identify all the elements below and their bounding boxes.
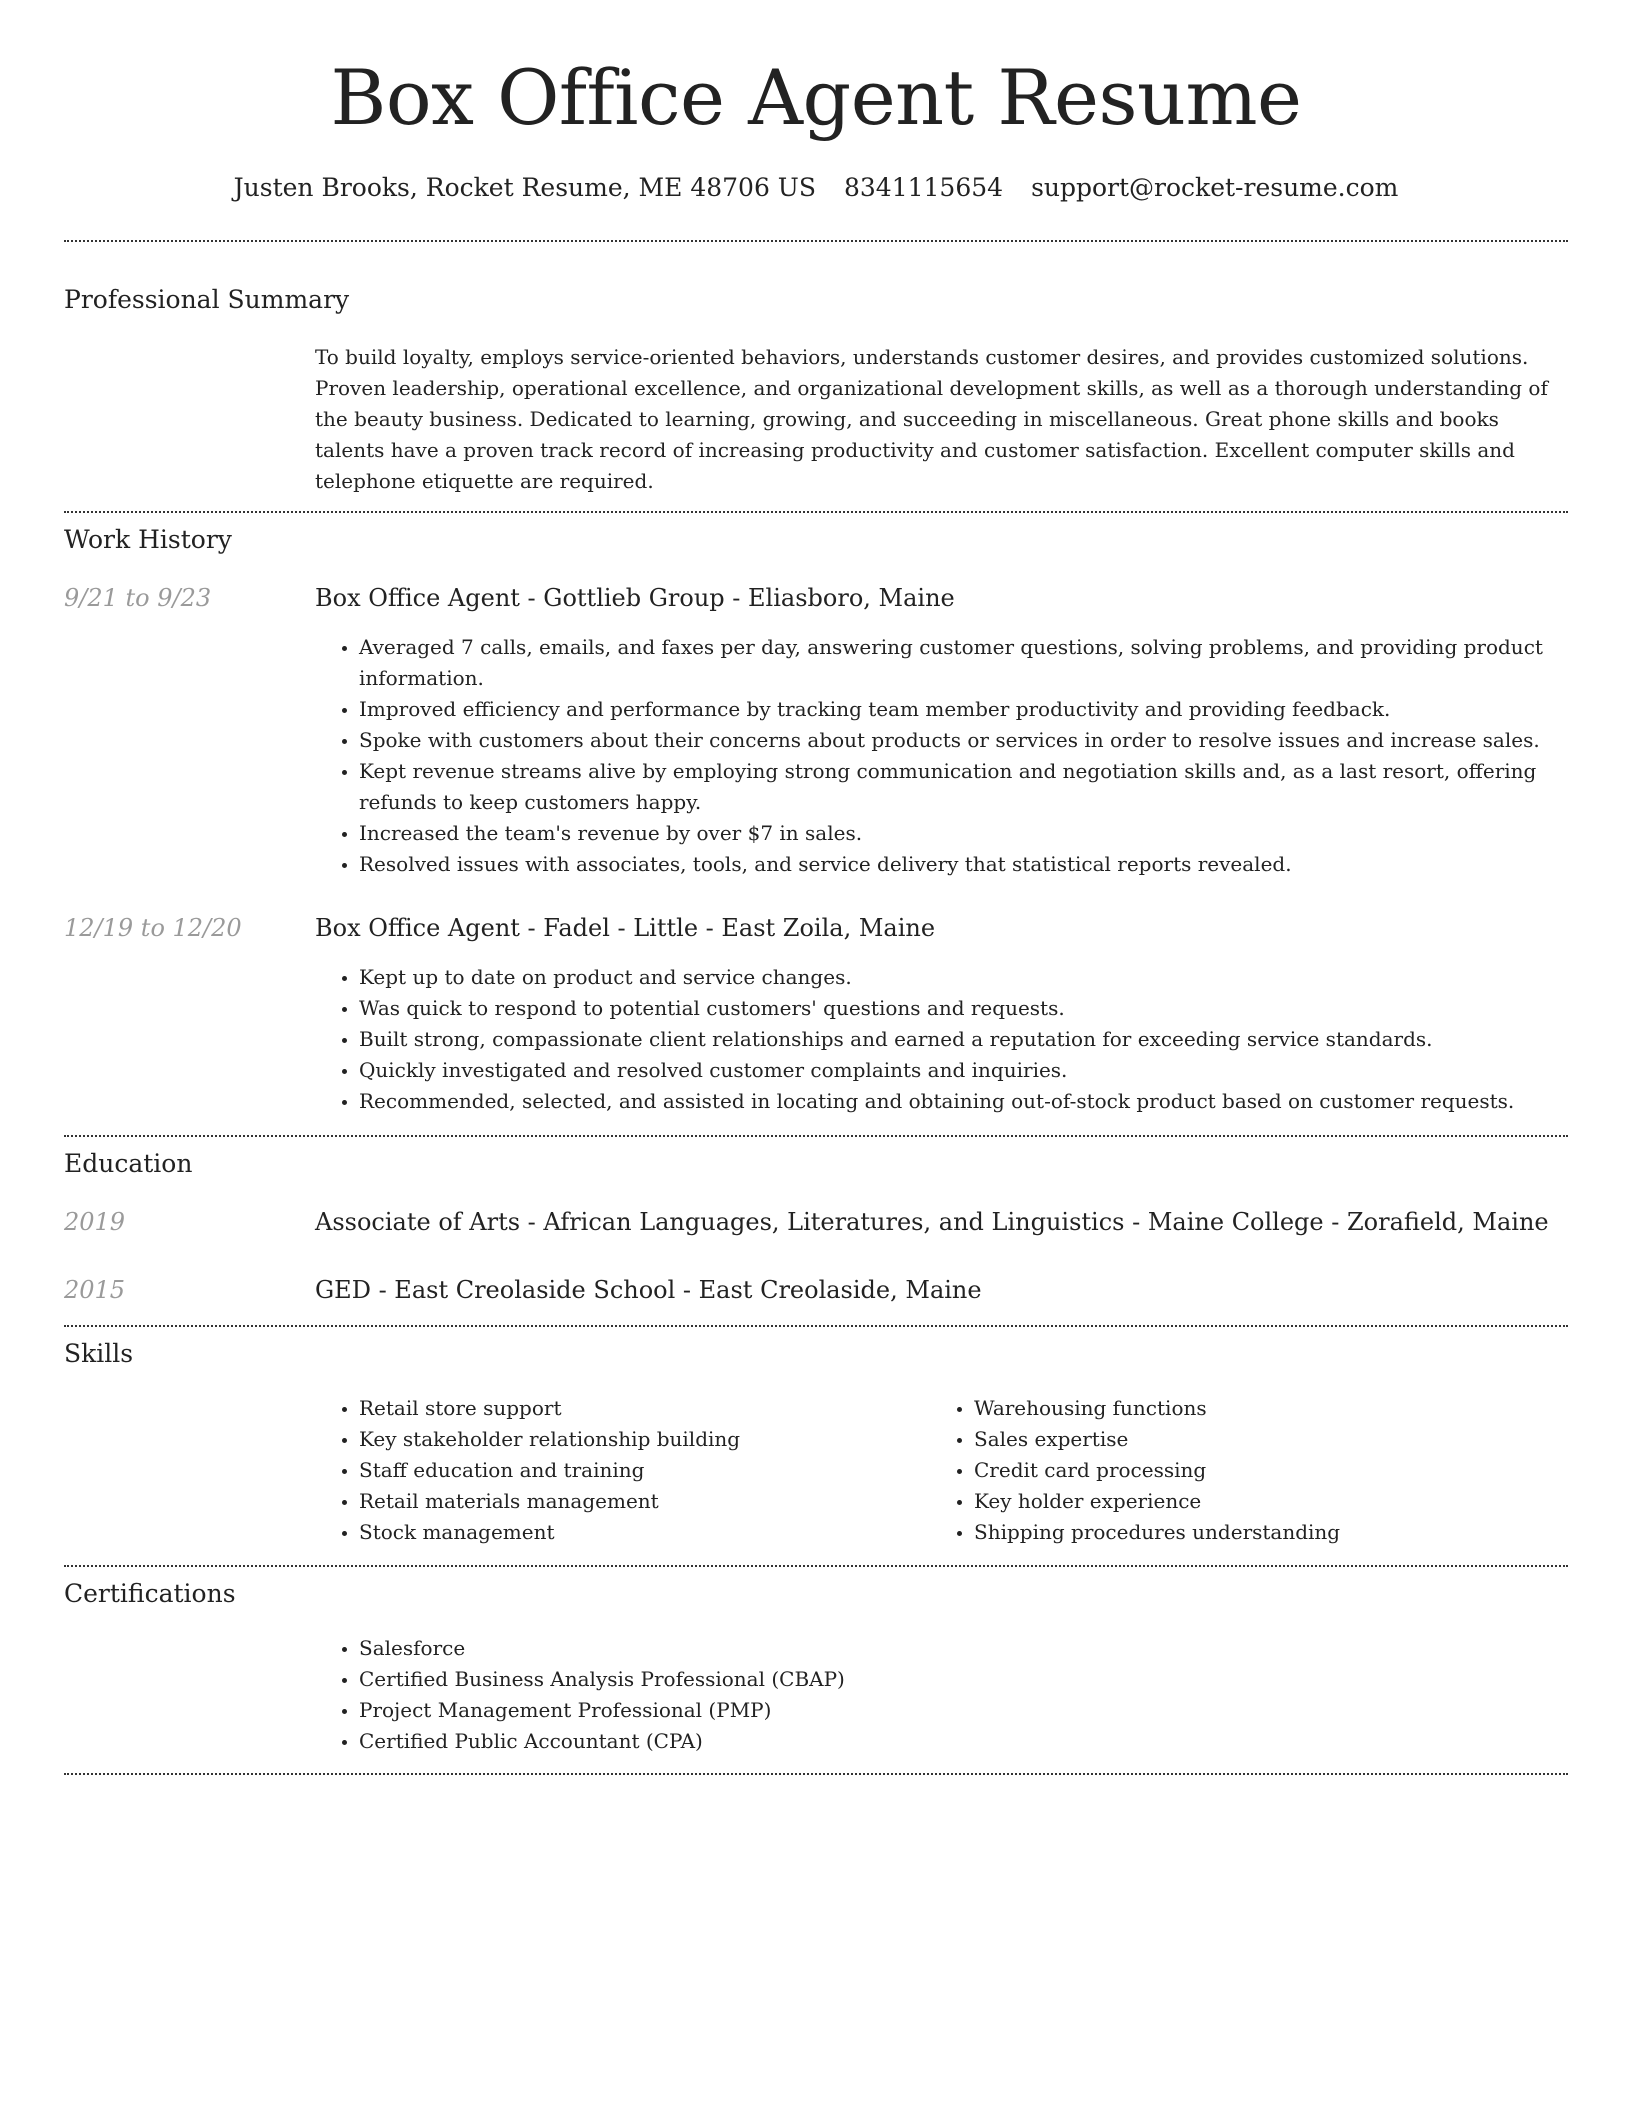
divider <box>64 240 1568 242</box>
education-heading: Education <box>64 1149 193 1178</box>
work-history-heading: Work History <box>64 525 232 554</box>
job-title: Box Office Agent - Fadel - Little - East Zoila, Maine <box>315 914 936 942</box>
list-item: • Retail store support <box>359 1393 949 1424</box>
list-item: • Retail materials management <box>359 1486 949 1517</box>
list-item: • Warehousing functions <box>974 1393 1604 1424</box>
list-item: • Stock management <box>359 1517 949 1548</box>
divider <box>64 1773 1568 1775</box>
list-item: • Was quick to respond to potential customers' questions and requests. <box>359 993 1613 1024</box>
list-item: • Recommended, selected, and assisted in locating and obtaining out-of-stock product based on customer requests. <box>359 1086 1613 1117</box>
contact-line <box>0 170 1632 206</box>
skills-heading: Skills <box>64 1339 134 1368</box>
list-item: • Certified Business Analysis Professional (CBAP) <box>359 1664 1613 1695</box>
contact-email: support@rocket-resume.com <box>1031 173 1399 202</box>
list-item: • Spoke with customers about their concerns about products or services in order to resolve issues and increase sales. <box>359 725 1569 756</box>
education-year: 2015 <box>64 1276 126 1304</box>
skills-list-right <box>930 1393 1604 1548</box>
list-item: • Certified Public Accountant (CPA) <box>359 1726 1613 1757</box>
list-item: • Salesforce <box>359 1633 1613 1664</box>
list-item: • Project Management Professional (PMP) <box>359 1695 1613 1726</box>
list-item: • Resolved issues with associates, tools, and service delivery that statistical reports revealed. <box>359 849 1569 880</box>
education-title: Associate of Arts - African Languages, Literatures, and Linguistics - Maine College - Zorafield, Maine <box>315 1208 1549 1236</box>
list-item: • Kept revenue streams alive by employing strong communication and negotiation skills and, as a last resort, offering refunds to keep customers happy. <box>359 756 1569 818</box>
education-year: 2019 <box>64 1208 126 1236</box>
job-dates: 9/21 to 9/23 <box>64 584 212 612</box>
list-item: • Quickly investigated and resolved customer complaints and inquiries. <box>359 1055 1613 1086</box>
list-item: • Increased the team's revenue by over $7 in sales. <box>359 818 1569 849</box>
job-bullets <box>315 632 1569 880</box>
list-item: • Staff education and training <box>359 1455 949 1486</box>
list-item: • Key stakeholder relationship building <box>359 1424 949 1455</box>
list-item: • Built strong, compassionate client relationships and earned a reputation for exceeding service standards. <box>359 1024 1613 1055</box>
list-item: • Kept up to date on product and service changes. <box>359 962 1613 993</box>
contact-phone: 8341115654 <box>844 173 1004 202</box>
resume-title: Box Office Agent Resume <box>330 53 1302 142</box>
list-item: • Shipping procedures understanding <box>974 1517 1604 1548</box>
divider <box>64 511 1568 513</box>
list-item: • Averaged 7 calls, emails, and faxes per day, answering customer questions, solving problems, and providing product information. <box>359 632 1569 694</box>
summary-heading: Professional Summary <box>64 285 350 314</box>
list-item: • Improved efficiency and performance by tracking team member productivity and providing feedback. <box>359 694 1569 725</box>
certifications-heading: Certifications <box>64 1579 236 1608</box>
list-item: • Sales expertise <box>974 1424 1604 1455</box>
job-dates: 12/19 to 12/20 <box>64 914 242 942</box>
skills-list-left <box>315 1393 949 1548</box>
list-item: • Credit card processing <box>974 1455 1604 1486</box>
contact-address: Justen Brooks, Rocket Resume, ME 48706 US <box>233 173 816 202</box>
divider <box>64 1565 1568 1567</box>
divider <box>64 1135 1568 1137</box>
education-title: GED - East Creolaside School - East Creolaside, Maine <box>315 1276 982 1304</box>
divider <box>64 1325 1568 1327</box>
job-bullets <box>315 962 1613 1117</box>
job-title: Box Office Agent - Gottlieb Group - Eliasboro, Maine <box>315 584 955 612</box>
summary-text: To build loyalty, employs service-oriented behaviors, understands customer desires, and provides customized solutions. Proven leadership, operational excellence, and organizational development skills, as well as a thorough understanding of the beauty business. Dedicated to learning, growing, and succeeding in miscellaneous. Great phone skills and books talents have a proven track record of increasing productivity and customer satisfaction. Excellent computer skills and telephone etiquette are required. <box>315 345 1548 493</box>
list-item: • Key holder experience <box>974 1486 1604 1517</box>
certifications-list <box>315 1633 1613 1757</box>
